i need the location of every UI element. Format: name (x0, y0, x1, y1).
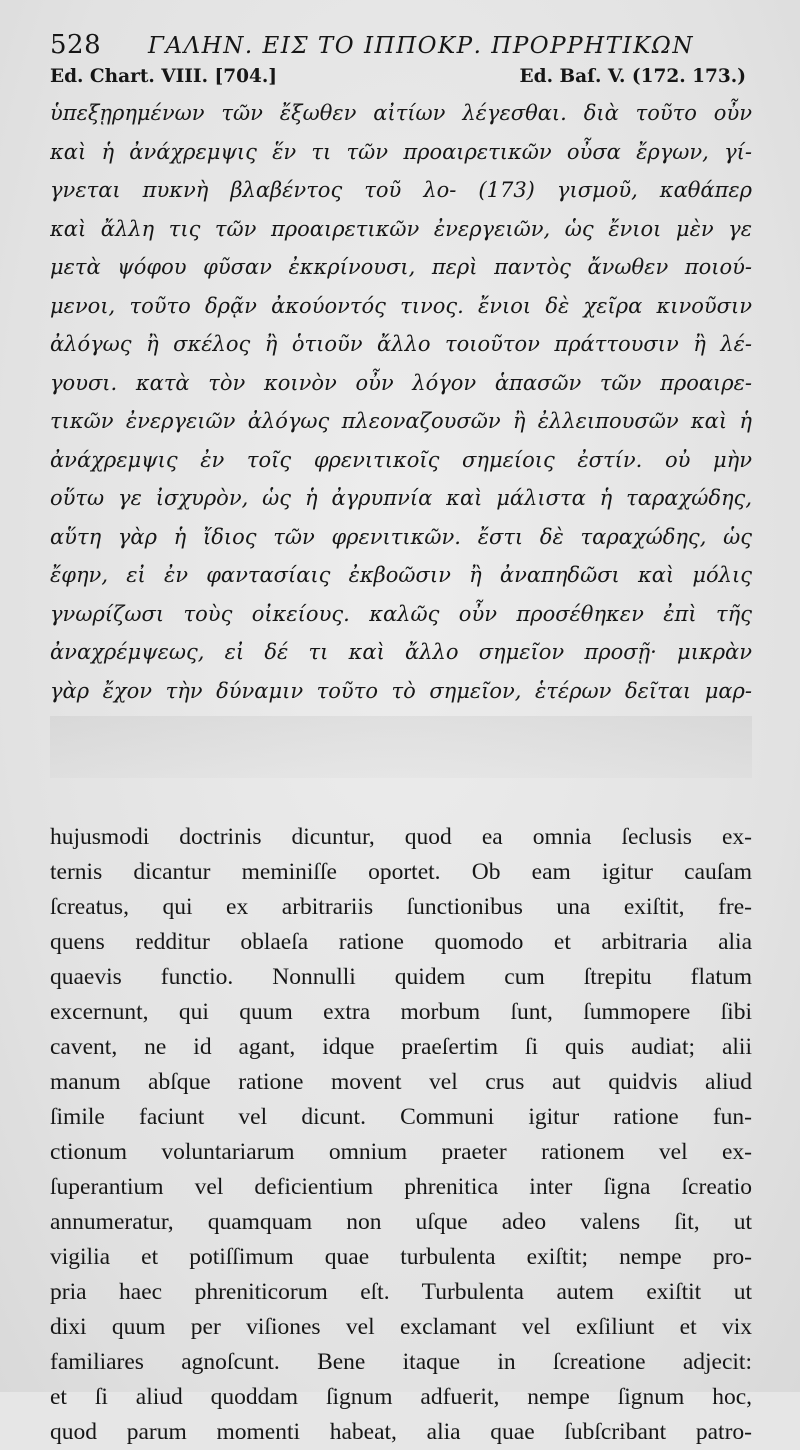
greek-text-line: τικῶν ἐνεργειῶν ἀλόγως πλεοναζουσῶν ἢ ἐλλειπουσῶν καὶ ἡ (50, 409, 752, 433)
edition-line (50, 66, 752, 94)
greek-text-line: οὕτω γε ἰσχυρὸν, ὡς ἡ ἀγρυπνία καὶ μάλιστα ἡ ταραχώδης, (50, 486, 752, 510)
latin-text-line: ternis dicantur meminiſſe oportet. Ob eam igitur cauſam (50, 859, 752, 885)
bleed-through-band (50, 716, 752, 778)
greek-text-line: γουσι. κατὰ τὸν κοινὸν οὖν λόγον ἁπασῶν τῶν προαιρε- (50, 370, 752, 395)
latin-text-line: ctionum voluntariarum omnium praeter rationem vel ex- (50, 1139, 752, 1165)
greek-text-line: μετὰ ψόφου φῦσαν ἐκκρίνουσι, περὶ παντὸς ἄνωθεν ποιού- (50, 255, 752, 279)
running-title: ΓΑΛΗΝ. ΕΙΣ ΤΟ ΙΠΠΟΚΡ. ΠΡΟΡΡΗΤΙΚΩΝ (148, 33, 694, 59)
greek-text-line: αὕτη γὰρ ἡ ἴδιος τῶν φρενιτικῶν. ἔστι δὲ ταραχώδης, ὡς (50, 524, 752, 549)
latin-text-line: vigilia et potiſſimum quae turbulenta exiſtit; nempe pro- (50, 1244, 752, 1270)
latin-text-line: dixi quum per viſiones vel exclamant vel exſiliunt et vix (50, 1314, 752, 1340)
latin-text-line: ſcreatus, qui ex arbitrariis ſunctionibus una exiſtit, fre- (50, 894, 752, 920)
edition-right: Ed. Baſ. V. (172. 173.) (519, 66, 746, 87)
greek-text-line: καὶ ἡ ἀνάχρεμψις ἕν τι τῶν προαιρετικῶν οὖσα ἔργων, γί- (50, 139, 752, 164)
latin-text-line: pria haec phreniticorum eſt. Turbulenta autem exiſtit ut (50, 1279, 752, 1305)
running-head (50, 30, 752, 66)
greek-text (50, 94, 752, 710)
edition-left: Ed. Chart. VIII. [704.] (50, 66, 278, 87)
latin-text-line: annumeratur, quamquam non uſque adeo valens ſit, ut (50, 1209, 752, 1235)
latin-text (50, 820, 752, 1450)
latin-text-line: excernunt, qui quum extra morbum ſunt, ſummopere ſibi (50, 999, 752, 1025)
greek-text-line: γνωρίζωσι τοὺς οἰκείους. καλῶς οὖν προσέθηκεν ἐπὶ τῆς (50, 601, 752, 626)
greek-text-line: γὰρ ἔχον τὴν δύναμιν τοῦτο τὸ σημεῖον, ἑτέρων δεῖται μαρ- (50, 678, 752, 703)
latin-text-line: quens redditur oblaeſa ratione quomodo et arbitraria alia (50, 929, 752, 955)
greek-text-line: ἀναχρέμψεως, εἰ δέ τι καὶ ἄλλο σημεῖον προσῇ· μικρὰν (50, 640, 752, 664)
latin-text-line: hujusmodi doctrinis dicuntur, quod ea omnia ſeclusis ex- (50, 824, 752, 850)
latin-text-line: ſimile faciunt vel dicunt. Communi igitur ratione fun- (50, 1104, 752, 1130)
latin-text-line: manum abſque ratione movent vel crus aut quidvis aliud (50, 1069, 752, 1095)
greek-text-line: ἔφην, εἰ ἐν φαντασίαις ἐκβοῶσιν ἢ ἀναπηδῶσι καὶ μόλις (50, 563, 752, 587)
latin-text-line: cavent, ne id agant, idque praeſertim ſi quis audiat; alii (50, 1034, 752, 1060)
greek-text-line: ἀλόγως ἢ σκέλος ἢ ὁτιοῦν ἄλλο τοιοῦτον πράττουσιν ἢ λέ- (50, 332, 752, 356)
greek-text-line: γνεται πυκνὴ βλαβέντος τοῦ λο- (173) γισμοῦ, καθάπερ (50, 178, 752, 202)
latin-text-line: ſuperantium vel deficientium phrenitica inter ſigna ſcreatio (50, 1174, 752, 1200)
latin-text-line: familiares agnoſcunt. Bene itaque in ſcreatione adjecit: (50, 1349, 752, 1375)
latin-text-line: quaevis functio. Nonnulli quidem cum ſtrepitu flatum (50, 964, 752, 990)
latin-text-line: et ſi aliud quoddam ſignum adfuerit, nempe ſignum hoc, (50, 1384, 752, 1410)
greek-text-line: ἀνάχρεμψις ἐν τοῖς φρενιτικοῖς σημείοις ἐστίν. οὐ μὴν (50, 447, 752, 472)
page-number: 528 (50, 30, 102, 60)
latin-text-line: quod parum momenti habeat, alia quae ſubſcribant patro- (50, 1419, 752, 1445)
greek-text-line: καὶ ἄλλη τις τῶν προαιρετικῶν ἐνεργειῶν, ὡς ἔνιοι μὲν γε (50, 216, 752, 241)
greek-text-line: μενοι, τοῦτο δρᾷν ἀκούοντός τινος. ἔνιοι δὲ χεῖρα κινοῦσιν (50, 293, 752, 318)
greek-text-line: ὑπεξῃρημένων τῶν ἔξωθεν αἰτίων λέγεσθαι. διὰ τοῦτο οὖν (50, 101, 752, 125)
